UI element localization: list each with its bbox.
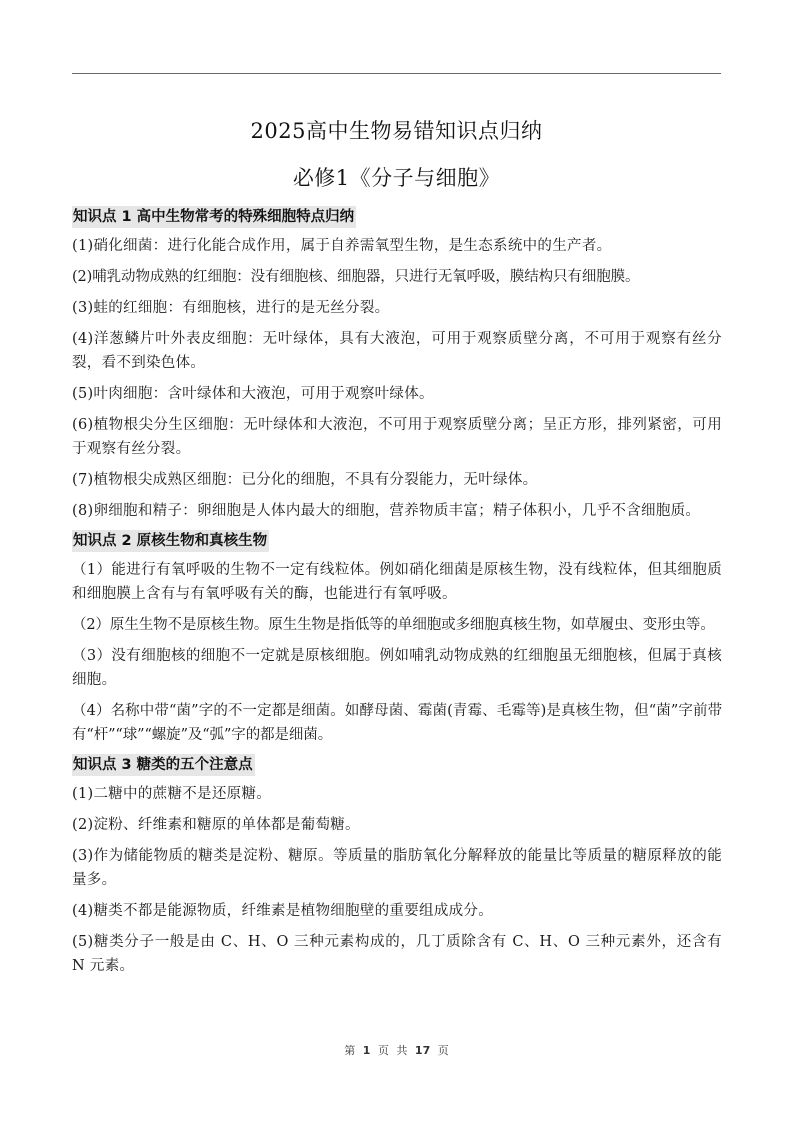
list-item: (2)哺乳动物成熟的红细胞：没有细胞核、细胞器，只进行无氧呼吸，膜结构只有细胞膜。 [72,269,640,285]
list-item: (3)作为储能物质的糖类是淀粉、糖原。等质量的脂肪氧化分解释放的能量比等质量的糖原释放的能量多。 [72,848,722,888]
footer-middle: 页 共 [377,1044,408,1057]
list-item: (6)植物根尖分生区细胞：无叶绿体和大液泡，不可用于观察质壁分离；呈正方形，排列紧密，可用于观察有丝分裂。 [72,417,722,457]
list-item: (5)糖类分子一般是由 C、H、O 三种元素构成的，几丁质除含有 C、H、O 三种元素外，还含有 N 元素。 [72,934,722,974]
list-item: (3)蛙的红细胞：有细胞核，进行的是无丝分裂。 [72,300,390,316]
list-item: (1)二糖中的蔗糖不是还原糖。 [72,786,272,802]
list-item: （2）原生生物不是原核生物。原生生物是指低等的单细胞或多细胞真核生物，如草履虫、变形虫等。 [72,617,715,633]
list-item: (4)洋葱鳞片叶外表皮细胞：无叶绿体，具有大液泡，可用于观察质壁分离，不可用于观察有丝分裂，看不到染色体。 [72,331,722,371]
list-item: （1）能进行有氧呼吸的生物不一定有线粒体。例如硝化细菌是原核生物，没有线粒体，但其细胞质和细胞膜上含有与有氧呼吸有关的酶，也能进行有氧呼吸。 [72,562,722,602]
document-title: 2025高中生物易错知识点归纳 [250,119,543,143]
section-heading: 知识点 1 高中生物常考的特殊细胞特点归纳 [72,206,356,228]
footer-prefix: 第 [344,1044,356,1057]
document-subtitle: 必修1《分子与细胞》 [292,166,501,190]
section-heading: 知识点 2 原核生物和真核生物 [72,530,269,552]
list-item: (4)糖类不都是能源物质，纤维素是植物细胞壁的重要组成成分。 [72,903,494,919]
list-item: (1)硝化细菌：进行化能合成作用，属于自养需氧型生物，是生态系统中的生产者。 [72,238,612,254]
total-page-count: 17 [414,1044,431,1057]
header-rule [72,73,721,74]
list-item: （3）没有细胞核的细胞不一定就是原核细胞。例如哺乳动物成熟的红细胞虽无细胞核，但属于真核细胞。 [72,648,722,688]
header-faint-text [74,60,96,70]
document-body [72,206,722,985]
current-page-number: 1 [362,1044,371,1057]
list-item: (2)淀粉、纤维素和糖原的单体都是葡萄糖。 [72,817,360,833]
page-footer [0,1042,793,1058]
list-item: (8)卵细胞和精子：卵细胞是人体内最大的细胞，营养物质丰富；精子体积小，几乎不含细胞质。 [72,503,701,519]
section-heading: 知识点 3 糖类的五个注意点 [72,754,255,776]
section-1 [72,206,722,523]
list-item: (7)植物根尖成熟区细胞：已分化的细胞，不具有分裂能力，无叶绿体。 [72,472,538,488]
section-2 [72,530,722,747]
list-item: （4）名称中带“菌”字的不一定都是细菌。如酵母菌、霉菌(青霉、毛霉等)是真核生物，但“菌”字前带有“杆”“球”“螺旋”及“弧”字的都是细菌。 [72,703,722,743]
section-3 [72,754,722,978]
list-item: (5)叶肉细胞：含叶绿体和大液泡，可用于观察叶绿体。 [72,386,434,402]
footer-suffix: 页 [437,1044,449,1057]
